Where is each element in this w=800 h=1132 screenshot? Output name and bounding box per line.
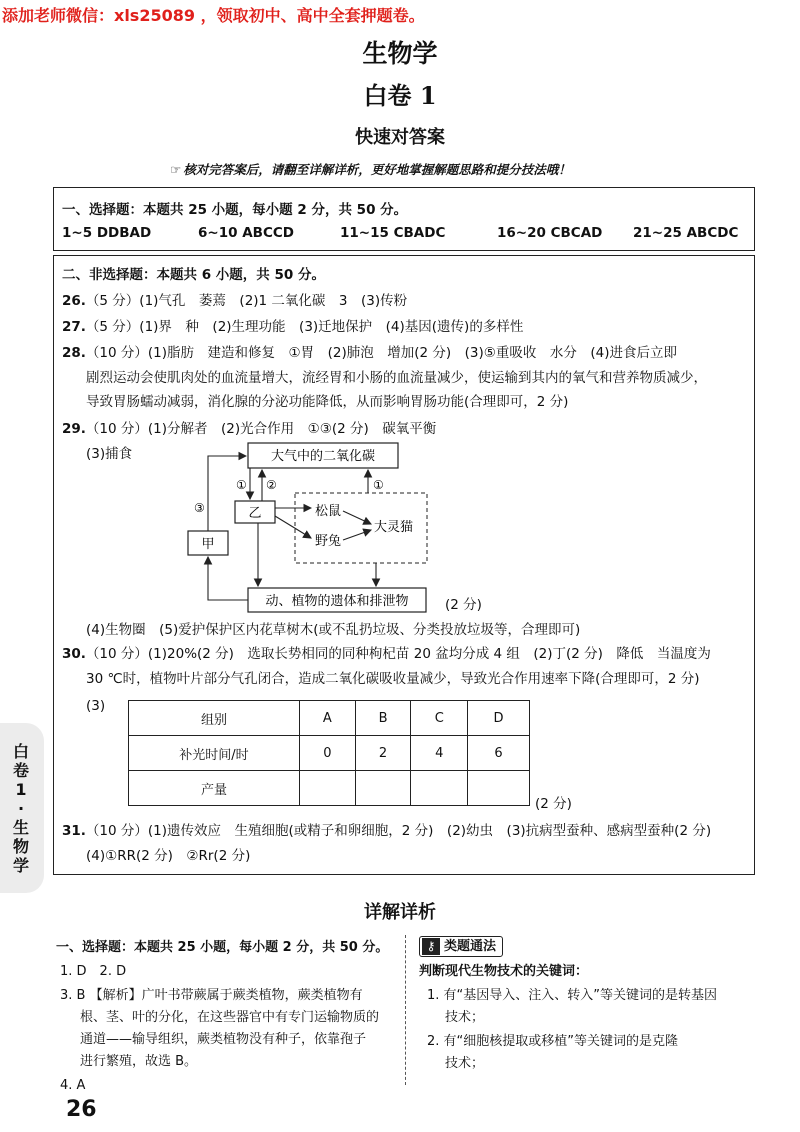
detail-q3-line4: 进行繁殖，故选 B。: [80, 1054, 198, 1069]
method-item2-line1: 2. 有“细胞核提取或移植”等关键词的是克隆: [427, 1034, 679, 1049]
choice-group-5: 21~25 ABCDC: [633, 225, 739, 241]
q29-answer-line2: (3)捕食: [86, 446, 133, 462]
carbon-cycle-diagram: [180, 438, 520, 618]
page-number: 26: [66, 1097, 97, 1122]
column-divider: [405, 935, 406, 1085]
detail-q3-line3: 通道——输导组织，蕨类植物没有种子，依靠孢子: [80, 1032, 367, 1047]
q30-yield-table: [128, 700, 530, 806]
side-tab-label: 白 卷 1 · 生 物 学: [12, 742, 29, 875]
q26-answer: 26.（5 分）(1)气孔 萎蔫 (2)1 二氧化碳 3 (3)传粉: [62, 293, 408, 309]
choice-group-4: 16~20 CBCAD: [497, 225, 603, 241]
q29-diagram-score: (2 分): [445, 597, 482, 613]
key-icon: ⚷: [422, 938, 440, 955]
table-cell: [468, 771, 530, 806]
mark-2: ②: [266, 478, 277, 492]
detail-section-title: 详解详析: [364, 902, 436, 923]
table-cell: 4: [411, 736, 468, 771]
arrow-remains-to-a: [208, 557, 248, 600]
arrow-hare-to-civet: [343, 530, 371, 540]
arrow-squirrel-to-civet: [343, 511, 371, 524]
q29-answer-line1: 29.（10 分）(1)分解者 (2)光合作用 ①③(2 分) 碳氧平衡: [62, 421, 437, 437]
detail-q4: 4. A: [60, 1078, 86, 1093]
table-row: [129, 736, 530, 771]
method-item1-line2: 技术；: [445, 1010, 485, 1025]
method-item2-line2: 技术；: [445, 1056, 485, 1071]
q28-answer-line2: 剧烈运动会使肌肉处的血流量增大，流经胃和小肠的血流量减少，使运输到其内的氧气和营养物质减少，: [86, 370, 707, 386]
choice-group-3: 11~15 CBADC: [340, 225, 446, 241]
table-cell: 产量: [129, 771, 300, 806]
q30-table-score: (2 分): [535, 796, 572, 812]
mark-3: ③: [194, 501, 205, 515]
table-cell: D: [468, 701, 530, 736]
choice-title: 一、选择题：本题共 25 小题，每小题 2 分，共 50 分。: [62, 202, 408, 218]
q31-answer-line1: 31.（10 分）(1)遗传效应 生殖细胞(或精子和卵细胞，2 分) (2)幼虫 (3)抗病型蚕种、感病型蚕种(2 分): [62, 823, 712, 839]
atmosphere-co2-label: 大气中的二氧化碳: [270, 449, 376, 464]
choice-group-1: 1~5 DDBAD: [62, 225, 152, 241]
quick-answer-title: 快速对答案: [355, 127, 445, 148]
q31-answer-line2: (4)①RR(2 分) ②Rr(2 分): [86, 848, 251, 864]
table-row: [129, 771, 530, 806]
watermark-text: 添加老师微信：xls25089 ，领取初中、高中全套押题卷。: [2, 6, 425, 25]
table-cell: 6: [468, 736, 530, 771]
paper-title: 白卷 1: [363, 81, 437, 110]
method-badge: [419, 936, 503, 957]
remains-label: 动、植物的遗体和排泄物: [265, 594, 409, 609]
producer-b-label: 乙: [248, 506, 262, 521]
table-cell: 0: [300, 736, 356, 771]
table-cell: [355, 771, 411, 806]
hare-label: 野兔: [315, 534, 342, 549]
table-cell: [411, 771, 468, 806]
q29-answer-line3: (4)生物圈 (5)爱护保护区内花草树木(或不乱扔垃圾、分类投放垃圾等，合理即可): [86, 622, 581, 638]
table-cell: 组别: [129, 701, 300, 736]
detail-choice-title: 一、选择题：本题共 25 小题，每小题 2 分，共 50 分。: [56, 940, 389, 955]
decomposer-a-label: 甲: [201, 537, 215, 552]
method-badge-label: 类题通法: [444, 939, 497, 954]
tip-line: [170, 160, 571, 178]
mark-1-left: ①: [236, 478, 247, 492]
q28-answer-line3: 导致胃肠蠕动减弱，消化腺的分泌功能降低，从而影响胃肠功能(合理即可，2 分): [86, 394, 569, 410]
table-cell: 补光时间/时: [129, 736, 300, 771]
q30-answer-line2: 30 ℃时，植物叶片部分气孔闭合，造成二氧化碳吸收量减少，导致光合作用速率下降(合理即可，2 分): [86, 671, 700, 687]
arrow-b-to-hare: [275, 516, 311, 538]
squirrel-label: 松鼠: [315, 504, 342, 519]
q28-answer-line1: 28.（10 分）(1)脂肪 建造和修复 ①胃 (2)肺泡 增加(2 分) (3)⑤重吸收 水分 (4)进食后立即: [62, 345, 678, 361]
subject-title: 生物学: [362, 39, 438, 68]
method-title: 判断现代生物技术的关键词：: [419, 964, 589, 979]
table-row: [129, 701, 530, 736]
table-cell: 2: [355, 736, 411, 771]
civet-label: 大灵猫: [374, 520, 414, 535]
q27-answer: 27.（5 分）(1)界 种 (2)生理功能 (3)迁地保护 (4)基因(遗传)的多样性: [62, 319, 524, 335]
table-cell: A: [300, 701, 356, 736]
mark-1-right: ①: [373, 478, 384, 492]
q30-answer-line1: 30.（10 分）(1)20%(2 分) 选取长势相同的同种枸杞苗 20 盆均分成 4 组 (2)丁(2 分) 降低 当温度为: [62, 646, 711, 662]
table-cell: C: [411, 701, 468, 736]
detail-q3-line2: 根、茎、叶的分化，在这些器官中有专门运输物质的: [80, 1010, 380, 1025]
nonchoice-title: 二、非选择题：本题共 6 小题，共 50 分。: [62, 267, 325, 283]
q30-sub3-label: (3): [86, 698, 106, 714]
detail-q3-line1: 3. B 【解析】广叶书带蕨属于蕨类植物，蕨类植物有: [60, 988, 363, 1003]
table-cell: [300, 771, 356, 806]
choice-group-2: 6~10 ABCCD: [198, 225, 294, 241]
tip-text: 核对完答案后，请翻至详解详析，更好地掌握解题思路和提分技法哦！: [183, 162, 571, 177]
detail-q1-q2: 1. D 2. D: [60, 964, 127, 979]
method-item1-line1: 1. 有“基因导入、注入、转入”等关键词的是转基因: [427, 988, 718, 1003]
table-cell: B: [355, 701, 411, 736]
hand-point-icon: ☞: [170, 162, 182, 177]
